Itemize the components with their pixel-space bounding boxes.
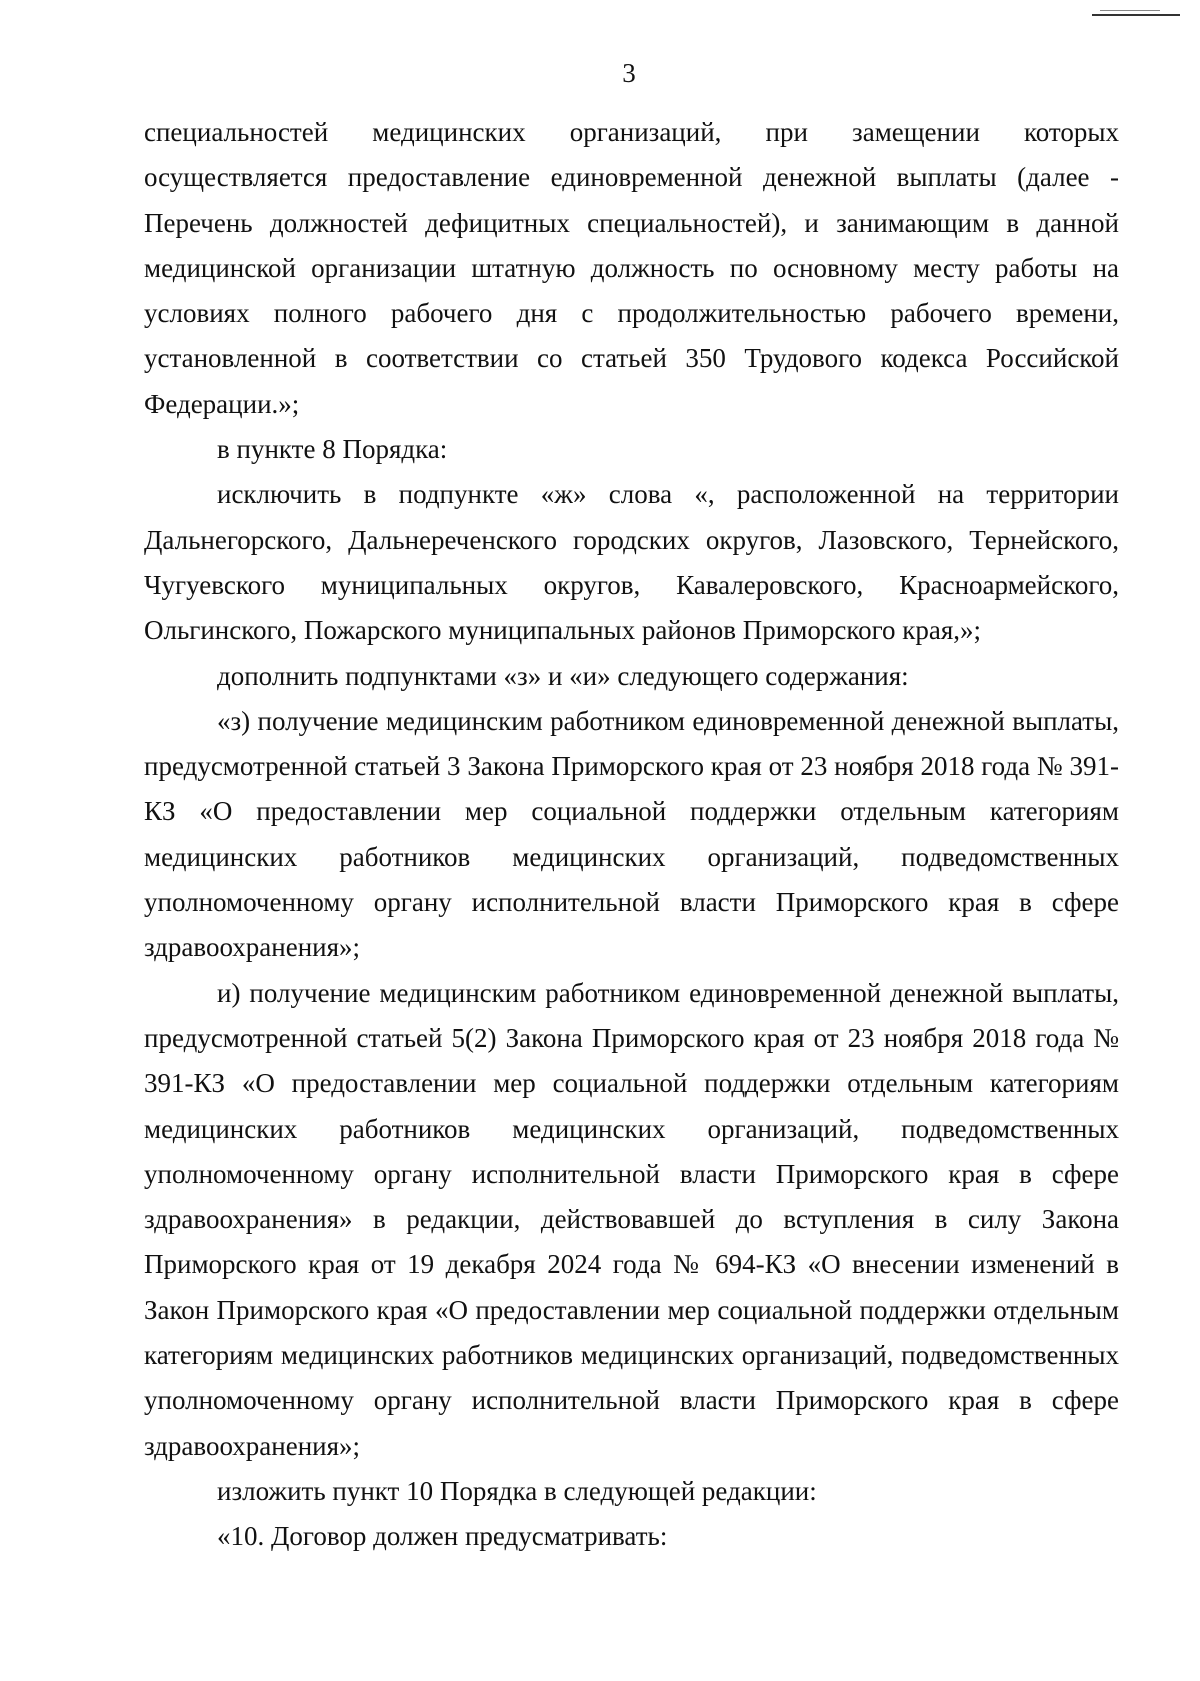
paragraph-subitem-i: и) получение медицинским работником единовременной денежной выплаты, предусмотренной статьей 5(2) Закона Приморского края от 23 ноября 2018 года № 391-КЗ «О предоставлении мер социальной поддержки отдельным категориям медицинских работников медицинских организаций, подведомственных уполномоченному органу исполнительной власти Приморского края в сфере здравоохранения» в редакции, действовавшей до вступления в силу Закона Приморского края от 19 декабря 2024 года № 694-КЗ «О внесении изменений в Закон Приморского края «О предоставлении мер социальной поддержки отдельным категориям медицинских работников медицинских организаций, подведомственных уполномоченному органу исполнительной власти Приморского края в сфере здравоохранения»; — [144, 977, 1119, 1461]
document-body — [144, 110, 1119, 1560]
paragraph-item-10-intro: изложить пункт 10 Порядка в следующей редакции: — [217, 1475, 817, 1506]
scan-edge-mark — [1092, 14, 1180, 16]
paragraph-continuation: специальностей медицинских организаций, при замещении которых осуществляется предоставление единовременной денежной выплаты (далее - Перечень должностей дефицитных специальностей), и занимающим в данной медицинской организации штатную должность по основному месту работы на условиях полного рабочего дня с продолжительностью рабочего времени, установленной в соответствии со статьей 350 Трудового кодекса Российской Федерации.»; — [144, 117, 1119, 419]
paragraph-item-8-intro: в пункте 8 Порядка: — [217, 434, 448, 465]
page-number: 3 — [622, 58, 636, 88]
scan-edge-mark-thin — [1100, 10, 1160, 11]
paragraph-item-10-text: «10. Договор должен предусматривать: — [217, 1521, 668, 1552]
paragraph-subitem-z: «з) получение медицинским работником единовременной денежной выплаты, предусмотренной статьей 3 Закона Приморского края от 23 ноября 2018 года № 391-КЗ «О предоставлении мер социальной поддержки отдельным категориям медицинских работников медицинских организаций, подведомственных уполномоченному органу исполнительной власти Приморского края в сфере здравоохранения»; — [144, 705, 1119, 963]
paragraph-exclude-words: исключить в подпункте «ж» слова «, расположенной на территории Дальнегорского, Дальнереченского городских округов, Лазовского, Тернейского, Чугуевского муниципальных округов, Кавалеровского, Красноармейского, Ольгинского, Пожарского муниципальных районов Приморского края,»; — [144, 479, 1119, 646]
paragraph-add-subitems: дополнить подпунктами «з» и «и» следующего содержания: — [217, 660, 909, 691]
